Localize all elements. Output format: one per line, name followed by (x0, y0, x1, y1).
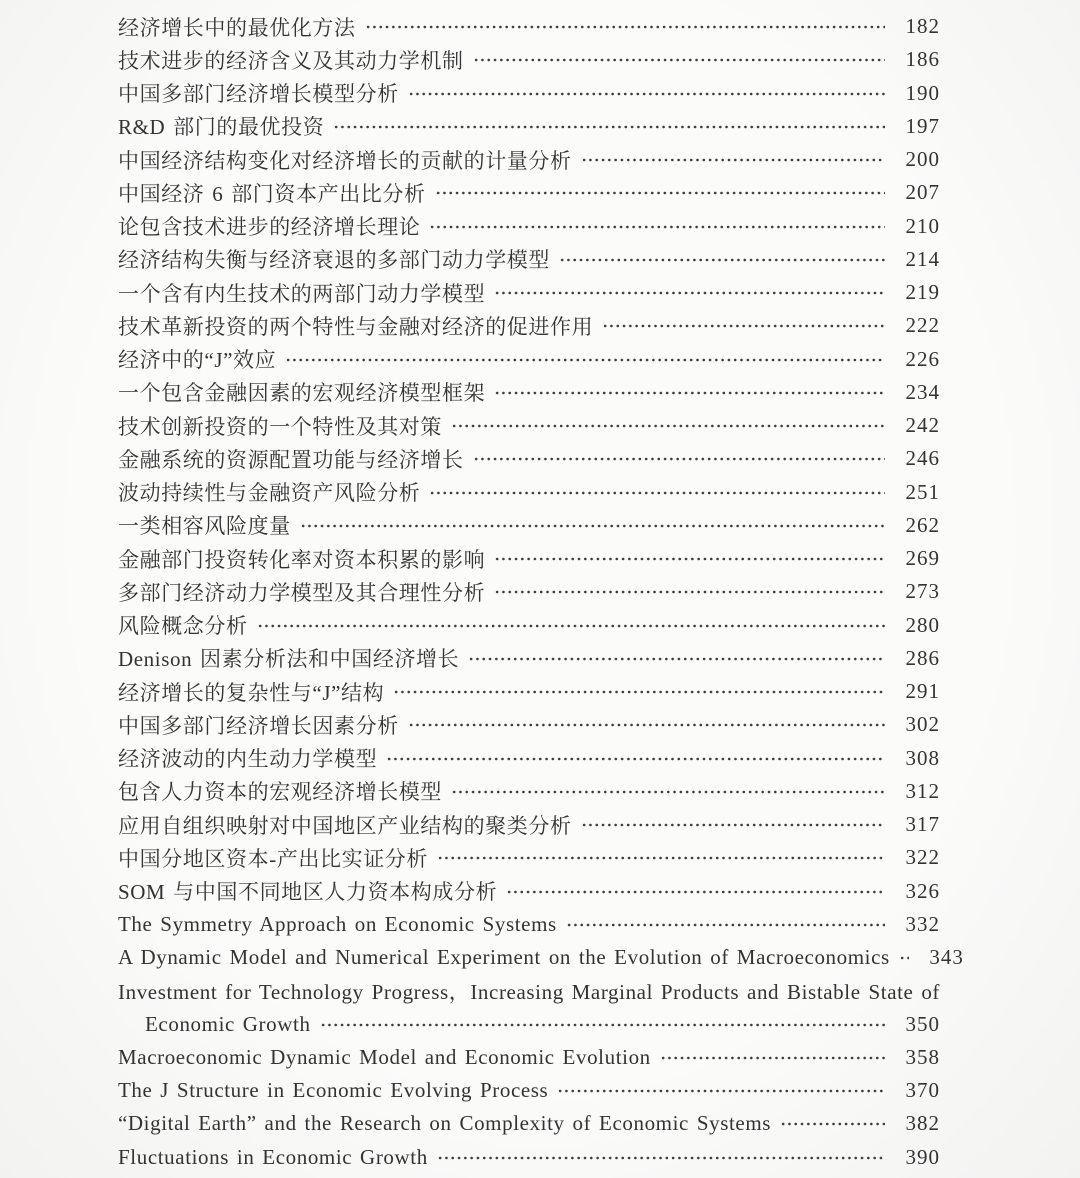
toc-entry-page: 317 (905, 812, 940, 837)
toc-entry-title: Economic Growth (145, 1011, 311, 1036)
dot-leader (437, 1141, 885, 1174)
toc-entry (118, 742, 940, 775)
dot-leader (429, 210, 885, 243)
dot-leader (581, 808, 885, 841)
toc-entry-title: 多部门经济动力学模型及其合理性分析 (118, 580, 486, 605)
toc-entry (118, 708, 940, 741)
toc-entry-page: 246 (905, 446, 940, 471)
toc-entry (118, 276, 940, 309)
toc-entry-page: 219 (905, 280, 940, 305)
toc-entry-page: 390 (905, 1144, 940, 1169)
toc-entry (118, 974, 940, 1007)
dot-leader (451, 409, 885, 442)
toc-entry-title: SOM 与中国不同地区人力资本构成分析 (118, 880, 498, 905)
dot-leader (300, 509, 885, 542)
toc-entry-title: 一个含有内生技术的两部门动力学模型 (118, 281, 486, 306)
toc-entry-page: 322 (905, 845, 940, 870)
toc-entry-title: The Symmetry Approach on Economic Systems (118, 911, 557, 936)
toc-entry (118, 176, 940, 209)
toc-entry-page: 200 (905, 147, 940, 172)
toc-entry-title: 一类相容风险度量 (118, 514, 291, 539)
toc-entry-title: 一个包含金融因素的宏观经济模型框架 (118, 381, 486, 406)
toc-entry-page: 280 (905, 612, 940, 637)
toc-entry-title: 论包含技术进步的经济增长理论 (118, 215, 421, 240)
dot-leader (429, 476, 885, 509)
dot-leader (320, 1008, 885, 1041)
toc-entry (118, 409, 940, 442)
toc-entry-title: 技术创新投资的一个特性及其对策 (118, 414, 442, 439)
toc-entry-page: 210 (905, 213, 940, 238)
toc-entry (118, 808, 940, 841)
toc-entry-page: 222 (905, 313, 940, 338)
dot-leader (435, 176, 885, 209)
dot-leader (408, 708, 885, 741)
toc-entry-title: Denison 因素分析法和中国经济增长 (118, 647, 460, 672)
toc-entry-page: 286 (905, 645, 940, 670)
toc-entry (118, 908, 940, 941)
toc-entry-title: Macroeconomic Dynamic Model and Economic Evolution (118, 1044, 651, 1069)
dot-leader (386, 742, 885, 775)
toc-entry-page: 197 (905, 113, 940, 138)
toc-entry (118, 575, 940, 608)
toc-entry-title: The J Structure in Economic Evolving Process (118, 1078, 549, 1103)
toc-entry-title: 技术革新投资的两个特性与金融对经济的促进作用 (118, 314, 594, 339)
toc-entry-title: 风险概念分析 (118, 614, 248, 639)
dot-leader (780, 1107, 885, 1140)
toc-entry (118, 875, 940, 908)
toc-entry-title: “Digital Earth” and the Research on Complexity of Economic Systems (118, 1111, 772, 1136)
toc-entry-page: 302 (905, 712, 940, 737)
toc-entry (118, 243, 940, 276)
toc-entry-page: 242 (905, 413, 940, 438)
toc-entry-title: 中国多部门经济增长因素分析 (118, 713, 399, 738)
toc-entry-title: A Dynamic Model and Numerical Experiment on the Evolution of Macroeconomics (118, 945, 890, 970)
toc-entry-title: R&D 部门的最优投资 (118, 115, 325, 140)
dot-leader (494, 542, 885, 575)
toc-entry-page: 350 (905, 1011, 940, 1036)
toc-entry-title: 金融部门投资转化率对资本积累的影响 (118, 547, 486, 572)
toc-entry-page: 262 (905, 512, 940, 537)
toc-entry (118, 442, 940, 475)
toc-entry-title: 经济波动的内生动力学模型 (118, 747, 378, 772)
dot-leader (365, 10, 885, 43)
toc-entry (118, 509, 940, 542)
toc-entry-title: 中国分地区资本-产出比实证分析 (118, 846, 428, 871)
dot-leader (494, 276, 885, 309)
toc-entry (118, 309, 940, 342)
toc-entry-page: 343 (929, 945, 964, 970)
toc-entry-page: 370 (905, 1078, 940, 1103)
toc-entry-title: 中国经济 6 部门资本产出比分析 (118, 181, 426, 206)
dot-leader (899, 941, 909, 974)
toc-entry (118, 77, 940, 110)
toc-entry-page: 312 (905, 778, 940, 803)
toc-entry (118, 642, 940, 675)
toc-entry (118, 542, 940, 575)
toc-entry-page: 214 (905, 246, 940, 271)
toc-entry (118, 1074, 940, 1107)
toc-entry (118, 110, 940, 143)
toc-entry-title: 金融系统的资源配置功能与经济增长 (118, 447, 464, 472)
toc-entry-page: 234 (905, 379, 940, 404)
dot-leader (473, 442, 885, 475)
toc-entry (118, 1041, 940, 1074)
toc-entry (118, 675, 940, 708)
table-of-contents (118, 10, 964, 1174)
dot-leader (408, 77, 885, 110)
dot-leader (468, 642, 885, 675)
toc-entry-page: 291 (905, 679, 940, 704)
dot-leader (506, 875, 885, 908)
toc-entry (118, 376, 940, 409)
toc-entry (118, 841, 940, 874)
toc-entry (118, 210, 940, 243)
toc-entry-title: 技术进步的经济含义及其动力学机制 (118, 48, 464, 73)
dot-leader (559, 243, 885, 276)
toc-entry-title: 经济中的“J”效应 (118, 348, 277, 373)
toc-entry-title: 中国经济结构变化对经济增长的贡献的计量分析 (118, 148, 572, 173)
toc-entry (118, 43, 940, 76)
toc-entry-title: 波动持续性与金融资产风险分析 (118, 481, 421, 506)
toc-entry (118, 1008, 940, 1041)
dot-leader (566, 908, 885, 941)
toc-entry (118, 1107, 940, 1140)
toc-entry-page: 358 (905, 1044, 940, 1069)
dot-leader (451, 775, 885, 808)
toc-entry (118, 476, 940, 509)
toc-entry-title: 中国多部门经济增长模型分析 (118, 82, 399, 107)
toc-entry-page: 269 (905, 546, 940, 571)
toc-entry-page: 207 (905, 180, 940, 205)
dot-leader (285, 343, 885, 376)
dot-leader (333, 110, 885, 143)
toc-entry-page: 332 (905, 911, 940, 936)
toc-entry-title: 经济增长的复杂性与“J”结构 (118, 680, 385, 705)
toc-entry-title: Investment for Technology Progress，Increasing Marginal Products and Bistable State of (118, 979, 941, 1004)
dot-leader (437, 841, 885, 874)
toc-entry-page: 190 (905, 80, 940, 105)
dot-leader (557, 1074, 885, 1107)
toc-entry-page: 273 (905, 579, 940, 604)
toc-entry-title: Fluctuations in Economic Growth (118, 1144, 428, 1169)
toc-entry (118, 10, 940, 43)
toc-entry-title: 经济结构失衡与经济衰退的多部门动力学模型 (118, 248, 550, 273)
toc-entry-title: 包含人力资本的宏观经济增长模型 (118, 780, 442, 805)
toc-entry-page: 326 (905, 878, 940, 903)
toc-entry-page: 308 (905, 745, 940, 770)
dot-leader (602, 309, 885, 342)
toc-entry (118, 343, 940, 376)
dot-leader (581, 143, 885, 176)
toc-entry (118, 143, 940, 176)
toc-entry-page: 251 (905, 479, 940, 504)
toc-entry (118, 775, 940, 808)
dot-leader (393, 675, 885, 708)
toc-entry-title: 经济增长中的最优化方法 (118, 15, 356, 40)
toc-entry-page: 382 (905, 1111, 940, 1136)
toc-entry (118, 1141, 940, 1174)
toc-entry-page: 226 (905, 346, 940, 371)
dot-leader (473, 43, 885, 76)
dot-leader (494, 376, 885, 409)
toc-entry (118, 941, 964, 974)
toc-entry-title: 应用自组织映射对中国地区产业结构的聚类分析 (118, 813, 572, 838)
dot-leader (494, 575, 885, 608)
toc-entry-page: 182 (905, 14, 940, 39)
toc-entry-page: 186 (905, 47, 940, 72)
dot-leader (257, 609, 885, 642)
dot-leader (660, 1041, 885, 1074)
toc-entry (118, 609, 940, 642)
